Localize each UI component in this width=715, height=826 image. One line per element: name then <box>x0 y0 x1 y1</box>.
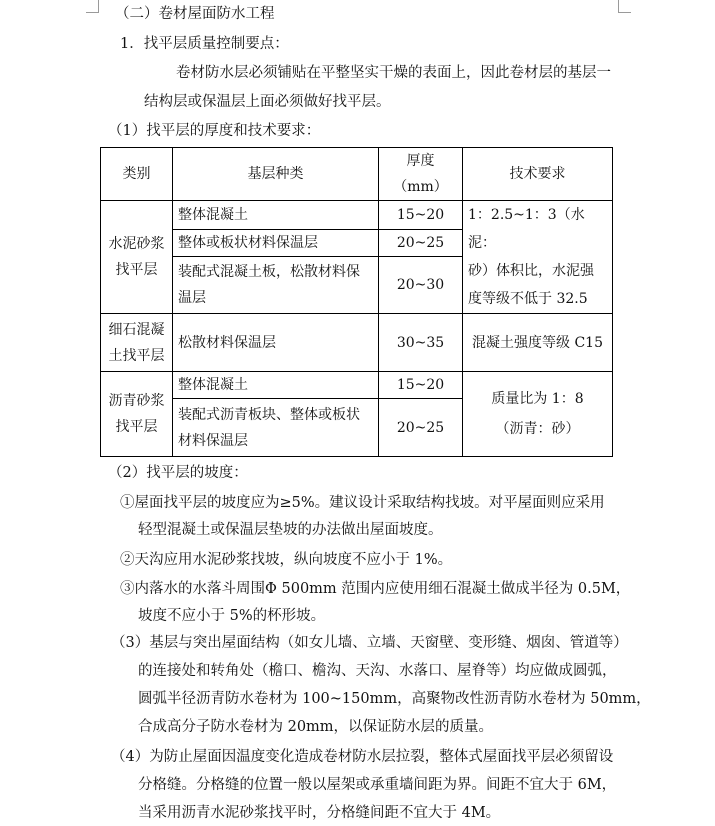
table-row <box>101 201 613 230</box>
slope-2-line-1: ②天沟应用水泥砂浆找坡，纵向坡度不应小于 1%。 <box>120 552 453 568</box>
base-type-cell: 松散材料保温层 <box>173 314 379 372</box>
table-row <box>101 372 613 399</box>
base-type-cell: 整体或板状材料保温层 <box>173 230 379 257</box>
sub-4-line-3: 当采用沥青水泥砂浆找平时，分格缝间距不宜大于 4M。 <box>138 805 501 821</box>
category-cell: 水泥砂浆 找平层 <box>101 201 173 314</box>
table-row <box>101 314 613 372</box>
thickness-cell: 20~30 <box>379 257 463 314</box>
sub-3-line-3: 圆弧半径沥青防水卷材为 100~150mm，高聚物改性沥青防水卷材为 50mm， <box>138 691 651 707</box>
category-cell: 沥青砂浆 找平层 <box>101 372 173 457</box>
header-category: 类别 <box>101 148 173 201</box>
sub-4-line-2: 分格缝。分格缝的位置一般以屋架或承重墙间距为界。间距不宜大于 6M， <box>138 777 617 793</box>
margin-mark-top-right <box>618 0 631 13</box>
thickness-cell: 20~25 <box>379 230 463 257</box>
requirement-cell: 质量比为 1：8 （沥青：砂） <box>463 372 613 457</box>
header-requirement: 技术要求 <box>463 148 613 201</box>
section-title: （二）卷材屋面防水工程 <box>115 6 275 22</box>
requirement-cell: 1：2.5~1：3（水泥： 砂）体积比，水泥强 度等级不低于 32.5 <box>463 201 613 314</box>
intro-line-1: 卷材防水层必须铺贴在平整坚实干燥的表面上，因此卷材层的基层一 <box>176 65 611 81</box>
slope-3-line-2: 坡度不应小于 5%的杯形坡。 <box>138 608 326 624</box>
sub-4-line-1: （4）为防止屋面因温度变化造成卷材防水层拉裂，整体式屋面找平层必须留设 <box>111 749 614 765</box>
thickness-cell: 20~25 <box>379 399 463 457</box>
slope-1-line-1: ①屋面找平层的坡度应为≥5%。建议设计采取结构找坡。对平屋面则应采用 <box>120 495 605 511</box>
intro-line-2: 结构层或保温层上面必须做好找平层。 <box>144 94 391 110</box>
thickness-requirements-table <box>100 147 613 457</box>
margin-mark-top-left <box>86 0 99 13</box>
slope-3-line-1: ③内落水的水落斗周围Φ 500mm 范围内应使用细石混凝土做成半径为 0.5M， <box>120 581 631 597</box>
table-header-row <box>101 148 613 201</box>
base-type-cell: 装配式混凝土板，松散材料保 温层 <box>173 257 379 314</box>
category-cell: 细石混凝 土找平层 <box>101 314 173 372</box>
sub-3-line-4: 合成高分子防水卷材为 20mm，以保证防水层的质量。 <box>138 719 494 735</box>
thickness-cell: 15~20 <box>379 372 463 399</box>
thickness-cell: 30~35 <box>379 314 463 372</box>
header-thickness: 厚度（mm） <box>379 148 463 201</box>
base-type-cell: 装配式沥青板块、整体或板状 材料保温层 <box>173 399 379 457</box>
base-type-cell: 整体混凝土 <box>173 372 379 399</box>
sub-heading-2: （2）找平层的坡度： <box>108 465 248 481</box>
slope-1-line-2: 轻型混凝土或保温层垫坡的办法做出屋面坡度。 <box>138 522 443 538</box>
sub-3-line-1: （3）基层与突出屋面结构（如女儿墙、立墙、天窗壁、变形缝、烟囱、管道等） <box>111 635 628 651</box>
thickness-cell: 15~20 <box>379 201 463 230</box>
sub-heading-1: （1）找平层的厚度和技术要求： <box>108 123 321 139</box>
requirement-cell: 混凝土强度等级 C15 <box>463 314 613 372</box>
base-type-cell: 整体混凝土 <box>173 201 379 230</box>
item-1-heading: 1．找平层质量控制要点： <box>120 36 289 52</box>
header-base-type: 基层种类 <box>173 148 379 201</box>
sub-3-line-2: 的连接处和转角处（檐口、檐沟、天沟、水落口、屋脊等）均应做成圆弧， <box>138 663 617 679</box>
